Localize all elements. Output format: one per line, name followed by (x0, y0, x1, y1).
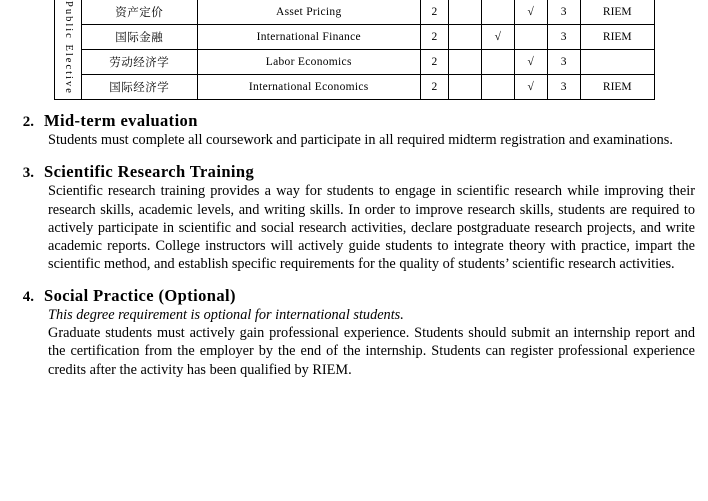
mark-cell-b (481, 0, 514, 25)
department-cell (580, 50, 654, 75)
section-scientific-research-training (0, 162, 708, 273)
section-heading (0, 111, 708, 131)
section-title: Scientific Research Training (44, 162, 255, 182)
mark-cell-b: √ (481, 25, 514, 50)
course-name-en: International Finance (197, 25, 420, 50)
table-row (55, 25, 655, 50)
section-heading (0, 286, 708, 306)
section-paragraph: Students must complete all coursework and participate in all required midterm registration and examinations. (48, 132, 673, 148)
semester-cell: 2 (420, 75, 448, 100)
section-title: Social Practice (Optional) (44, 285, 236, 305)
semester-cell: 2 (420, 50, 448, 75)
course-name-cn: 资产定价 (81, 0, 197, 25)
table-row (55, 75, 655, 100)
mark-cell-a (448, 50, 481, 75)
table-row (55, 0, 655, 25)
section-paragraph: Scientific research training provides a way for students to engage in scientific research while improving their research skills, academic levels, and writing skills. In order to improve research skills, students are required to actively participate in scientific and social research activities, declare postgraduate research projects, and write academic reports. College instructors will actively guide students to integrate theory with practice, impart the scientific method, and establish specific requirements for the quality of students’ scientific research activities. (48, 183, 695, 273)
section-number: 4. (22, 288, 34, 305)
department-cell: RIEM (580, 0, 654, 25)
course-table-container (54, 0, 655, 100)
mark-cell-c: √ (514, 50, 547, 75)
mark-cell-b (481, 50, 514, 75)
semester-cell: 2 (420, 25, 448, 50)
section-number: 2. (22, 114, 34, 130)
course-name-cn: 国际经济学 (81, 75, 197, 100)
credit-cell: 3 (547, 0, 580, 25)
mark-cell-a (448, 25, 481, 50)
mark-cell-b (481, 75, 514, 100)
course-name-en: International Economics (197, 75, 420, 100)
category-cell (55, 0, 82, 100)
category-label: Public Elective (63, 1, 75, 95)
section-paragraph: Graduate students must actively gain professional experience. Students should submit an internship report and the certification from the employer by the end of the internship. Students can register professional experience credits after the activity has been qualified by RIEM. (48, 325, 695, 378)
credit-cell: 3 (547, 50, 580, 75)
section-number: 3. (22, 165, 34, 182)
mark-cell-c: √ (514, 0, 547, 25)
course-name-en: Asset Pricing (197, 0, 420, 25)
course-table (54, 0, 655, 100)
mark-cell-a (448, 0, 481, 25)
course-name-cn: 劳动经济学 (81, 50, 197, 75)
section-social-practice (0, 286, 708, 379)
table-row (55, 50, 655, 75)
mark-cell-c (514, 25, 547, 50)
section-heading (0, 162, 708, 182)
credit-cell: 3 (547, 25, 580, 50)
course-name-cn: 国际金融 (81, 25, 197, 50)
mark-cell-c: √ (514, 75, 547, 100)
course-name-en: Labor Economics (197, 50, 420, 75)
section-title: Mid-term evaluation (44, 111, 198, 130)
section-italic-note: This degree requirement is optional for international students. (48, 306, 404, 323)
section-midterm-evaluation (0, 111, 708, 149)
mark-cell-a (448, 75, 481, 100)
department-cell: RIEM (580, 75, 654, 100)
document-body (0, 103, 708, 381)
semester-cell: 2 (420, 0, 448, 25)
department-cell: RIEM (580, 25, 654, 50)
credit-cell: 3 (547, 75, 580, 100)
